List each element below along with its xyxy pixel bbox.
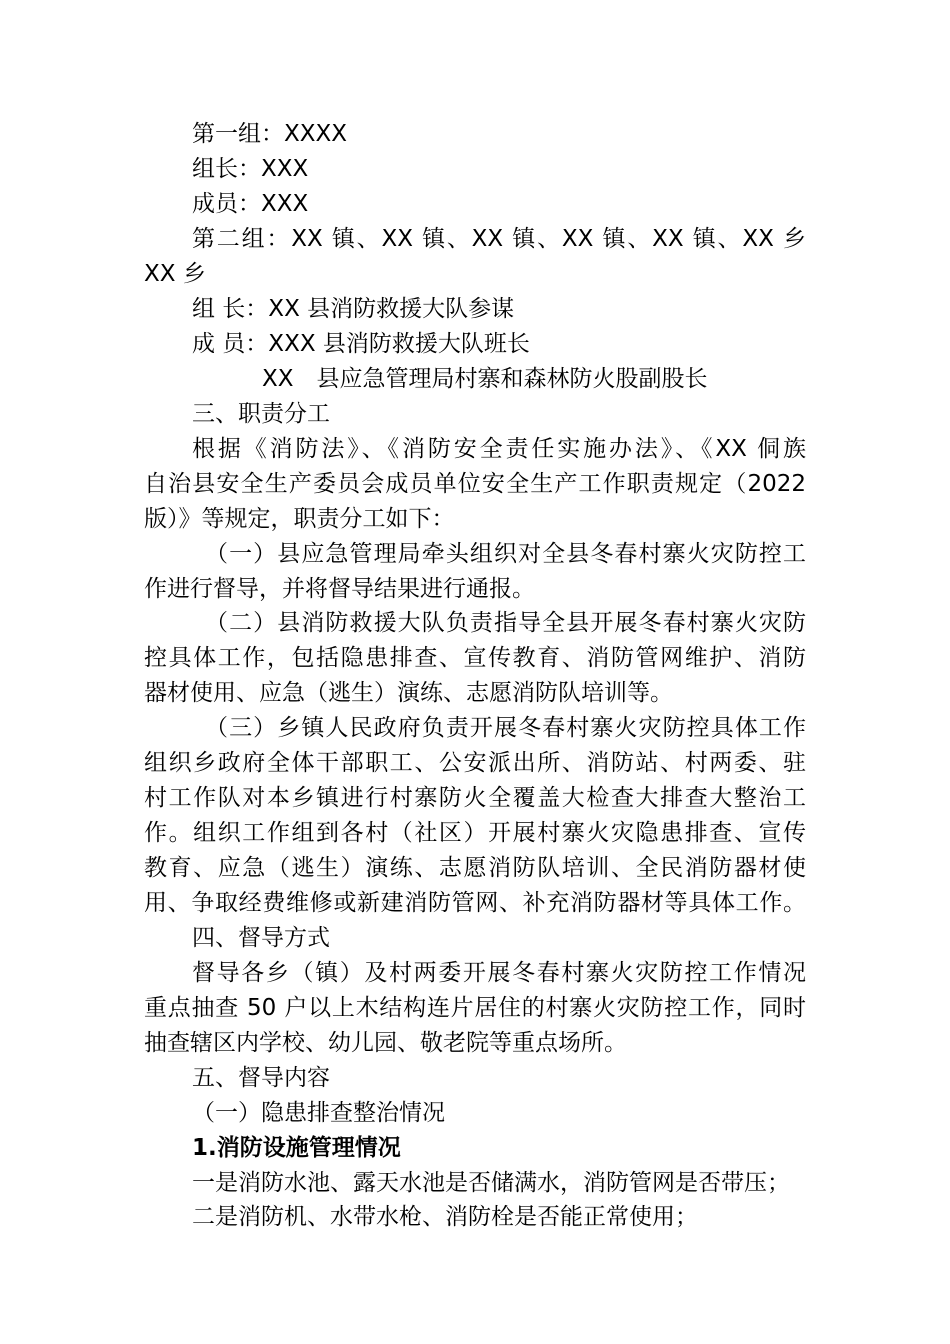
group-one-members: 成员：XXX bbox=[192, 191, 309, 217]
group-one-heading: 第一组：XXXX bbox=[192, 121, 348, 147]
paragraph-line: 自治县安全生产委员会成员单位安全生产工作职责规定（2022 bbox=[144, 471, 806, 497]
paragraph-line: 组织乡政府全体干部职工、公安派出所、消防站、村两委、驻 bbox=[144, 750, 806, 776]
paragraph-line: （一）县应急管理局牵头组织对全县冬春村寨火灾防控工 bbox=[205, 541, 806, 567]
paragraph-line: 重点抽查 50 户以上木结构连片居住的村寨火灾防控工作，同时 bbox=[144, 995, 806, 1021]
paragraph-line: 器材使用、应急（逃生）演练、志愿消防队培训等。 bbox=[144, 680, 673, 706]
paragraph-line: 督导各乡（镇）及村两委开展冬春村寨火灾防控工作情况 bbox=[192, 960, 806, 986]
paragraph-line: 村工作队对本乡镇进行村寨防火全覆盖大检查大排查大整治工 bbox=[144, 785, 806, 811]
paragraph-line: 控具体工作，包括隐患排查、宣传教育、消防管网维护、消防 bbox=[144, 645, 806, 671]
group-two-leader: 组 长：XX 县消防救援大队参谋 bbox=[192, 296, 515, 322]
paragraph-line: 版）》等规定，职责分工如下： bbox=[144, 506, 455, 532]
paragraph-line: 作进行督导，并将督导结果进行通报。 bbox=[144, 576, 535, 602]
subsection-heading: （一）隐患排查整治情况 bbox=[192, 1100, 445, 1126]
paragraph-line: 教育、应急（逃生）演练、志愿消防队培训、全民消防器材使 bbox=[144, 855, 806, 881]
paragraph-line: （二）县消防救援大队负责指导全县开展冬春村寨火灾防 bbox=[205, 610, 806, 636]
group-two-members-cont: XX 县应急管理局村寨和森林防火股副股长 bbox=[262, 366, 708, 392]
paragraph-line: 用、争取经费维修或新建消防管网、补充消防器材等具体工作。 bbox=[144, 890, 806, 916]
paragraph-line: 根据《消防法》、《消防安全责任实施办法》、《XX 侗族 bbox=[192, 436, 806, 462]
group-one-leader: 组长：XXX bbox=[192, 156, 309, 182]
bold-subheading: 1.消防设施管理情况 bbox=[192, 1135, 401, 1161]
section-heading-5: 五、督导内容 bbox=[192, 1065, 330, 1091]
paragraph-line: 二是消防机、水带水枪、消防栓是否能正常使用； bbox=[192, 1204, 698, 1230]
section-heading-3: 三、职责分工 bbox=[192, 401, 330, 427]
group-two-heading-cont: XX 乡 bbox=[144, 261, 206, 287]
group-two-members: 成 员：XXX 县消防救援大队班长 bbox=[192, 331, 530, 357]
section-heading-4: 四、督导方式 bbox=[192, 925, 330, 951]
paragraph-line: （三）乡镇人民政府负责开展冬春村寨火灾防控具体工作 bbox=[205, 715, 806, 741]
paragraph-line: 作。组织工作组到各村（社区）开展村寨火灾隐患排查、宣传 bbox=[144, 820, 806, 846]
group-two-heading: 第二组：XX 镇、XX 镇、XX 镇、XX 镇、XX 镇、XX 乡 bbox=[192, 226, 806, 252]
paragraph-line: 一是消防水池、露天水池是否储满水，消防管网是否带压； bbox=[192, 1170, 790, 1196]
paragraph-line: 抽查辖区内学校、幼儿园、敬老院等重点场所。 bbox=[144, 1030, 627, 1056]
